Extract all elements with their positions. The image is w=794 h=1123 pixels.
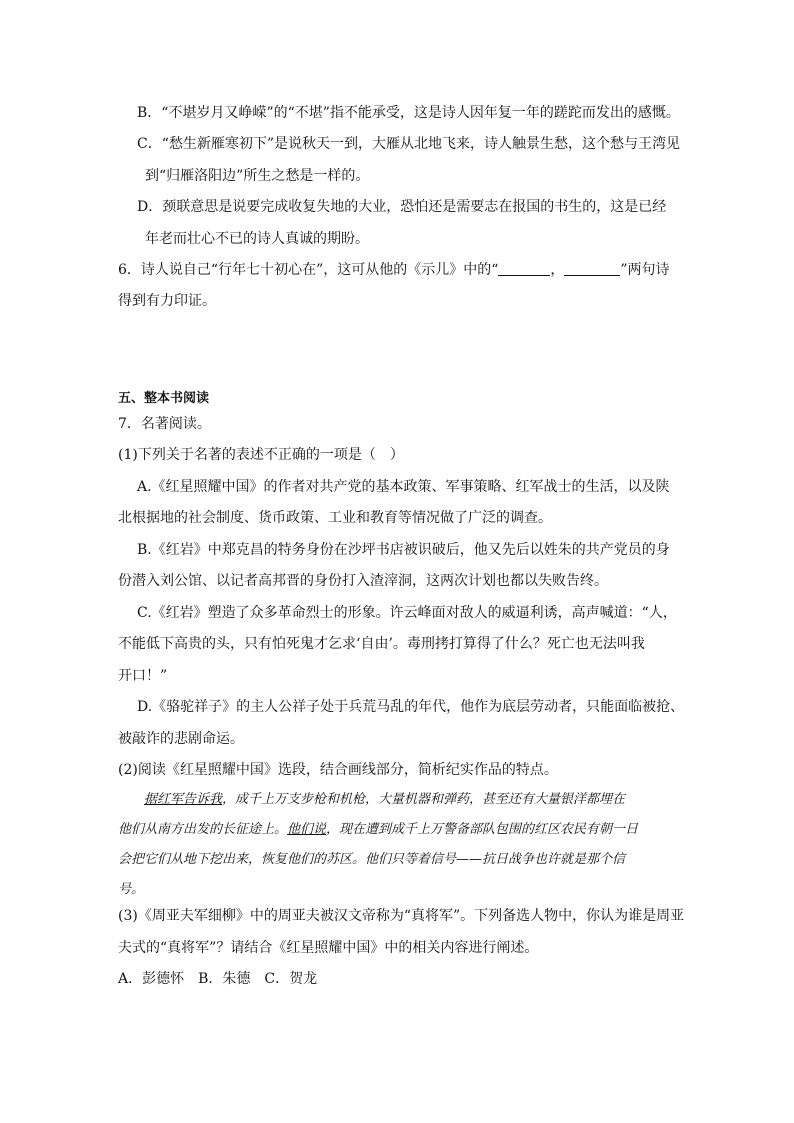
q5-option-c-line2: 到“归雁洛阳边”所生之愁是一样的。 [145, 168, 370, 184]
q7-option-a-line2: 北根据地的社会制度、货币政策、工业和教育等情况做了广泛的调查。 [118, 510, 552, 526]
q6-line2: 得到有力印证。 [118, 293, 216, 309]
excerpt-underline-2: 他们说 [287, 822, 327, 837]
section-title: 五、整本书阅读 [118, 391, 210, 406]
q7-sub3-line2: 夫式的“真将军”？请结合《红星照耀中国》中的相关内容进行阐述。 [118, 940, 539, 956]
q7-option-b-line1: B.《红岩》中郑克昌的特务身份在沙坪书店被识破后，他又先后以姓朱的共产党员的身 [137, 542, 670, 558]
q6-blank-1[interactable] [498, 261, 550, 276]
q6-line1 [118, 260, 670, 280]
q5-option-b: B．“不堪岁月又峥嵘”的“不堪”指不能承受，这是诗人因年复一年的蹉跎而发出的感慨。 [137, 105, 680, 121]
excerpt-text: 会把它们从地下挖出来，恢复他们的苏区。他们只等着信号——抗日战争也许就是那个信 [118, 852, 626, 867]
q5-option-c-line1: C．“愁生新雁寒初下”是说秋天一到，大雁从北地飞来，诗人触景生愁，这个愁与王湾见 [137, 136, 681, 152]
q7-option-c-line1: C.《红岩》塑造了众多革命烈士的形象。许云峰面对敌人的威逼利诱，高声喊道：“人， [137, 605, 677, 621]
excerpt-text: 他们从南方出发的长征途上。 [118, 822, 288, 837]
q7-title: 7．名著阅读。 [118, 416, 211, 432]
q7-option-c-line2: 不能低下高贵的头，只有怕死鬼才乞求‘自由’。毒刑拷打算得了什么？死亡也无法叫我 [118, 636, 645, 652]
excerpt-text: 号。 [118, 882, 145, 897]
q7-option-b-line2: 份潜入刘公馆、以记者高邦晋的身份打入渣滓洞，这两次计划也都以失败告终。 [118, 573, 608, 589]
q5-option-d-line1: D．颈联意思是说要完成收复失地的大业，恐怕还是需要志在报国的书生的，这是已经 [137, 199, 667, 215]
excerpt-passage [118, 785, 678, 905]
q7-choices: A．彭德怀 B．朱德 C．贺龙 [118, 971, 318, 987]
q7-sub1: (1)下列关于名著的表述不正确的一项是（ ） [118, 447, 404, 463]
q6-separator: ， [550, 262, 565, 278]
q7-option-c-line3: 开口！” [118, 668, 168, 684]
q6-text-part2: ”两句诗 [620, 262, 670, 278]
q6-text-part1: 6．诗人说自己“行年七十初心在”，这可从他的《示儿》中的“ [118, 262, 499, 278]
excerpt-underline-1: 据红军告诉我 [144, 792, 223, 807]
q7-sub3-line1: (3)《周亚夫军细柳》中的周亚夫被汉文帝称为“真将军”。下列备选人物中，你认为谁是周亚 [118, 908, 685, 924]
excerpt-text: ，成千上万支步枪和机枪，大量机器和弹药，甚至还有大量银洋都埋在 [222, 792, 626, 807]
q6-blank-2[interactable] [564, 261, 620, 276]
q7-option-a-line1: A.《红星照耀中国》的作者对共产党的基本政策、军事策略、红军战士的生活，以及陕 [137, 479, 670, 495]
q7-option-d-line1: D.《骆驼祥子》的主人公祥子处于兵荒马乱的年代，他作为底层劳动者，只能面临被抢、 [137, 699, 685, 715]
q7-sub2: (2)阅读《红星照耀中国》选段，结合画线部分，简析纪实作品的特点。 [118, 762, 558, 778]
q7-option-d-line2: 被敲诈的悲剧命运。 [118, 731, 244, 747]
excerpt-text: ，现在遭到成千上万警备部队包围的红区农民有朝一日 [326, 822, 639, 837]
q5-option-d-line2: 年老而壮心不已的诗人真诚的期盼。 [145, 231, 369, 247]
